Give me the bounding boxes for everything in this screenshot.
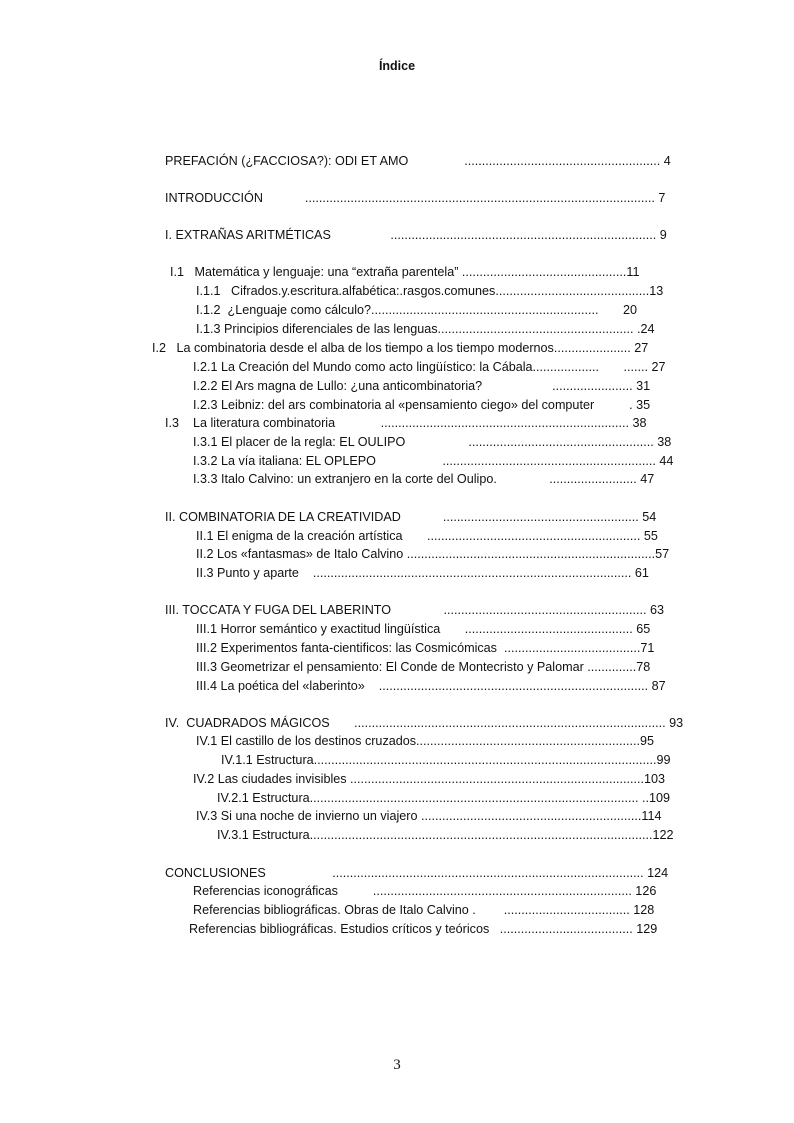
toc-entry-3-2: III.2 Experimentos fanta-cientificos: las Cosmicómicas .......................................71	[196, 641, 655, 655]
toc-entry-1-2-1: I.2.1 La Creación del Mundo como acto lingüístico: la Cábala................... ....... 27	[193, 360, 666, 374]
toc-entry-1-3-1: I.3.1 El placer de la regla: EL OULIPO ..................................................... 38	[193, 435, 672, 449]
toc-entry-3-1: III.1 Horror semántico y exactitud lingüística ................................................ 65	[196, 622, 651, 636]
toc-entry-1-3-2: I.3.2 La vía italiana: EL OPLEPO ............................................................. 44	[193, 454, 674, 468]
toc-entry-chapter-1: I. EXTRAÑAS ARITMÉTICAS ............................................................................ 9	[165, 228, 667, 242]
toc-entry-2-3: II.3 Punto y aparte ........................................................................................... 61	[196, 566, 649, 580]
toc-entry-4-1: IV.1 El castillo de los destinos cruzados................................................................95	[196, 734, 654, 748]
toc-entry-chapter-3: III. TOCCATA Y FUGA DEL LABERINTO .......................................................... 63	[165, 603, 664, 617]
toc-entry-introduccion: INTRODUCCIÓN .................................................................................................... 7	[165, 191, 666, 205]
toc-entry-4-2: IV.2 Las ciudades invisibles ....................................................................................103	[193, 772, 665, 786]
toc-entry-2-2: II.2 Los «fantasmas» de Italo Calvino .......................................................................57	[196, 547, 670, 561]
toc-entry-1-2-3: I.2.3 Leibniz: del ars combinatoria al «pensamiento ciego» del computer . 35	[193, 398, 651, 412]
toc-entry-conclusiones: CONCLUSIONES ......................................................................................... 124	[165, 866, 669, 880]
toc-entry-1-2-2: I.2.2 El Ars magna de Lullo: ¿una anticombinatoria? ....................... 31	[193, 379, 651, 393]
toc-entry-4-3: IV.3 Si una noche de invierno un viajero ...............................................................114	[196, 809, 662, 823]
toc-entry-4-2-1: IV.2.1 Estructura.............................................................................................. ..109	[217, 791, 671, 805]
toc-entry-3-3: III.3 Geometrizar el pensamiento: El Conde de Montecristo y Palomar ..............78	[196, 660, 651, 674]
toc-entry-1-3: I.3 La literatura combinatoria ....................................................................... 38	[165, 416, 647, 430]
toc-entry-1-1-2: I.1.2 ¿Lenguaje como cálculo?................................................................. 20	[196, 303, 637, 317]
toc-entry-prefacion: PREFACIÓN (¿FACCIOSA?): ODI ET AMO ........................................................ 4	[165, 154, 671, 168]
toc-entry-4-3-1: IV.3.1 Estructura..................................................................................................122	[217, 828, 674, 842]
toc-entry-3-4: III.4 La poética del «laberinto» ............................................................................. 87	[196, 679, 666, 693]
toc-entry-chapter-4: IV. CUADRADOS MÁGICOS ......................................................................................... 93	[165, 716, 684, 730]
page-number: 3	[393, 1057, 401, 1073]
toc-entry-2-1: II.1 El enigma de la creación artística ............................................................. 55	[196, 529, 658, 543]
toc-entry-chapter-2: II. COMBINATORIA DE LA CREATIVIDAD ........................................................ 54	[165, 510, 657, 524]
toc-entry-1-1-1: I.1.1 Cifrados.y.escritura.alfabética:.rasgos.comunes............................................13	[196, 284, 664, 298]
toc-entry-1-3-3: I.3.3 Italo Calvino: un extranjero en la corte del Oulipo. ......................... 47	[193, 472, 655, 486]
toc-entry-4-1-1: IV.1.1 Estructura..................................................................................................99	[221, 753, 671, 767]
toc-entry-1-1-3: I.1.3 Principios diferenciales de las lenguas........................................................ .24	[196, 322, 655, 336]
toc-entry-referencias-obras-calvino: Referencias bibliográficas. Obras de Italo Calvino . .................................... 128	[193, 903, 655, 917]
toc-entry-referencias-iconograficas: Referencias iconográficas .......................................................................... 126	[193, 884, 657, 898]
toc-entry-referencias-estudios: Referencias bibliográficas. Estudios críticos y teóricos ...................................... 129	[189, 922, 658, 936]
index-title: Índice	[378, 59, 416, 73]
toc-entry-1-1: I.1 Matemática y lenguaje: una “extraña parentela” ...............................................11	[170, 265, 640, 279]
toc-entry-1-2: I.2 La combinatoria desde el alba de los tiempo a los tiempo modernos...................... 27	[152, 341, 649, 355]
